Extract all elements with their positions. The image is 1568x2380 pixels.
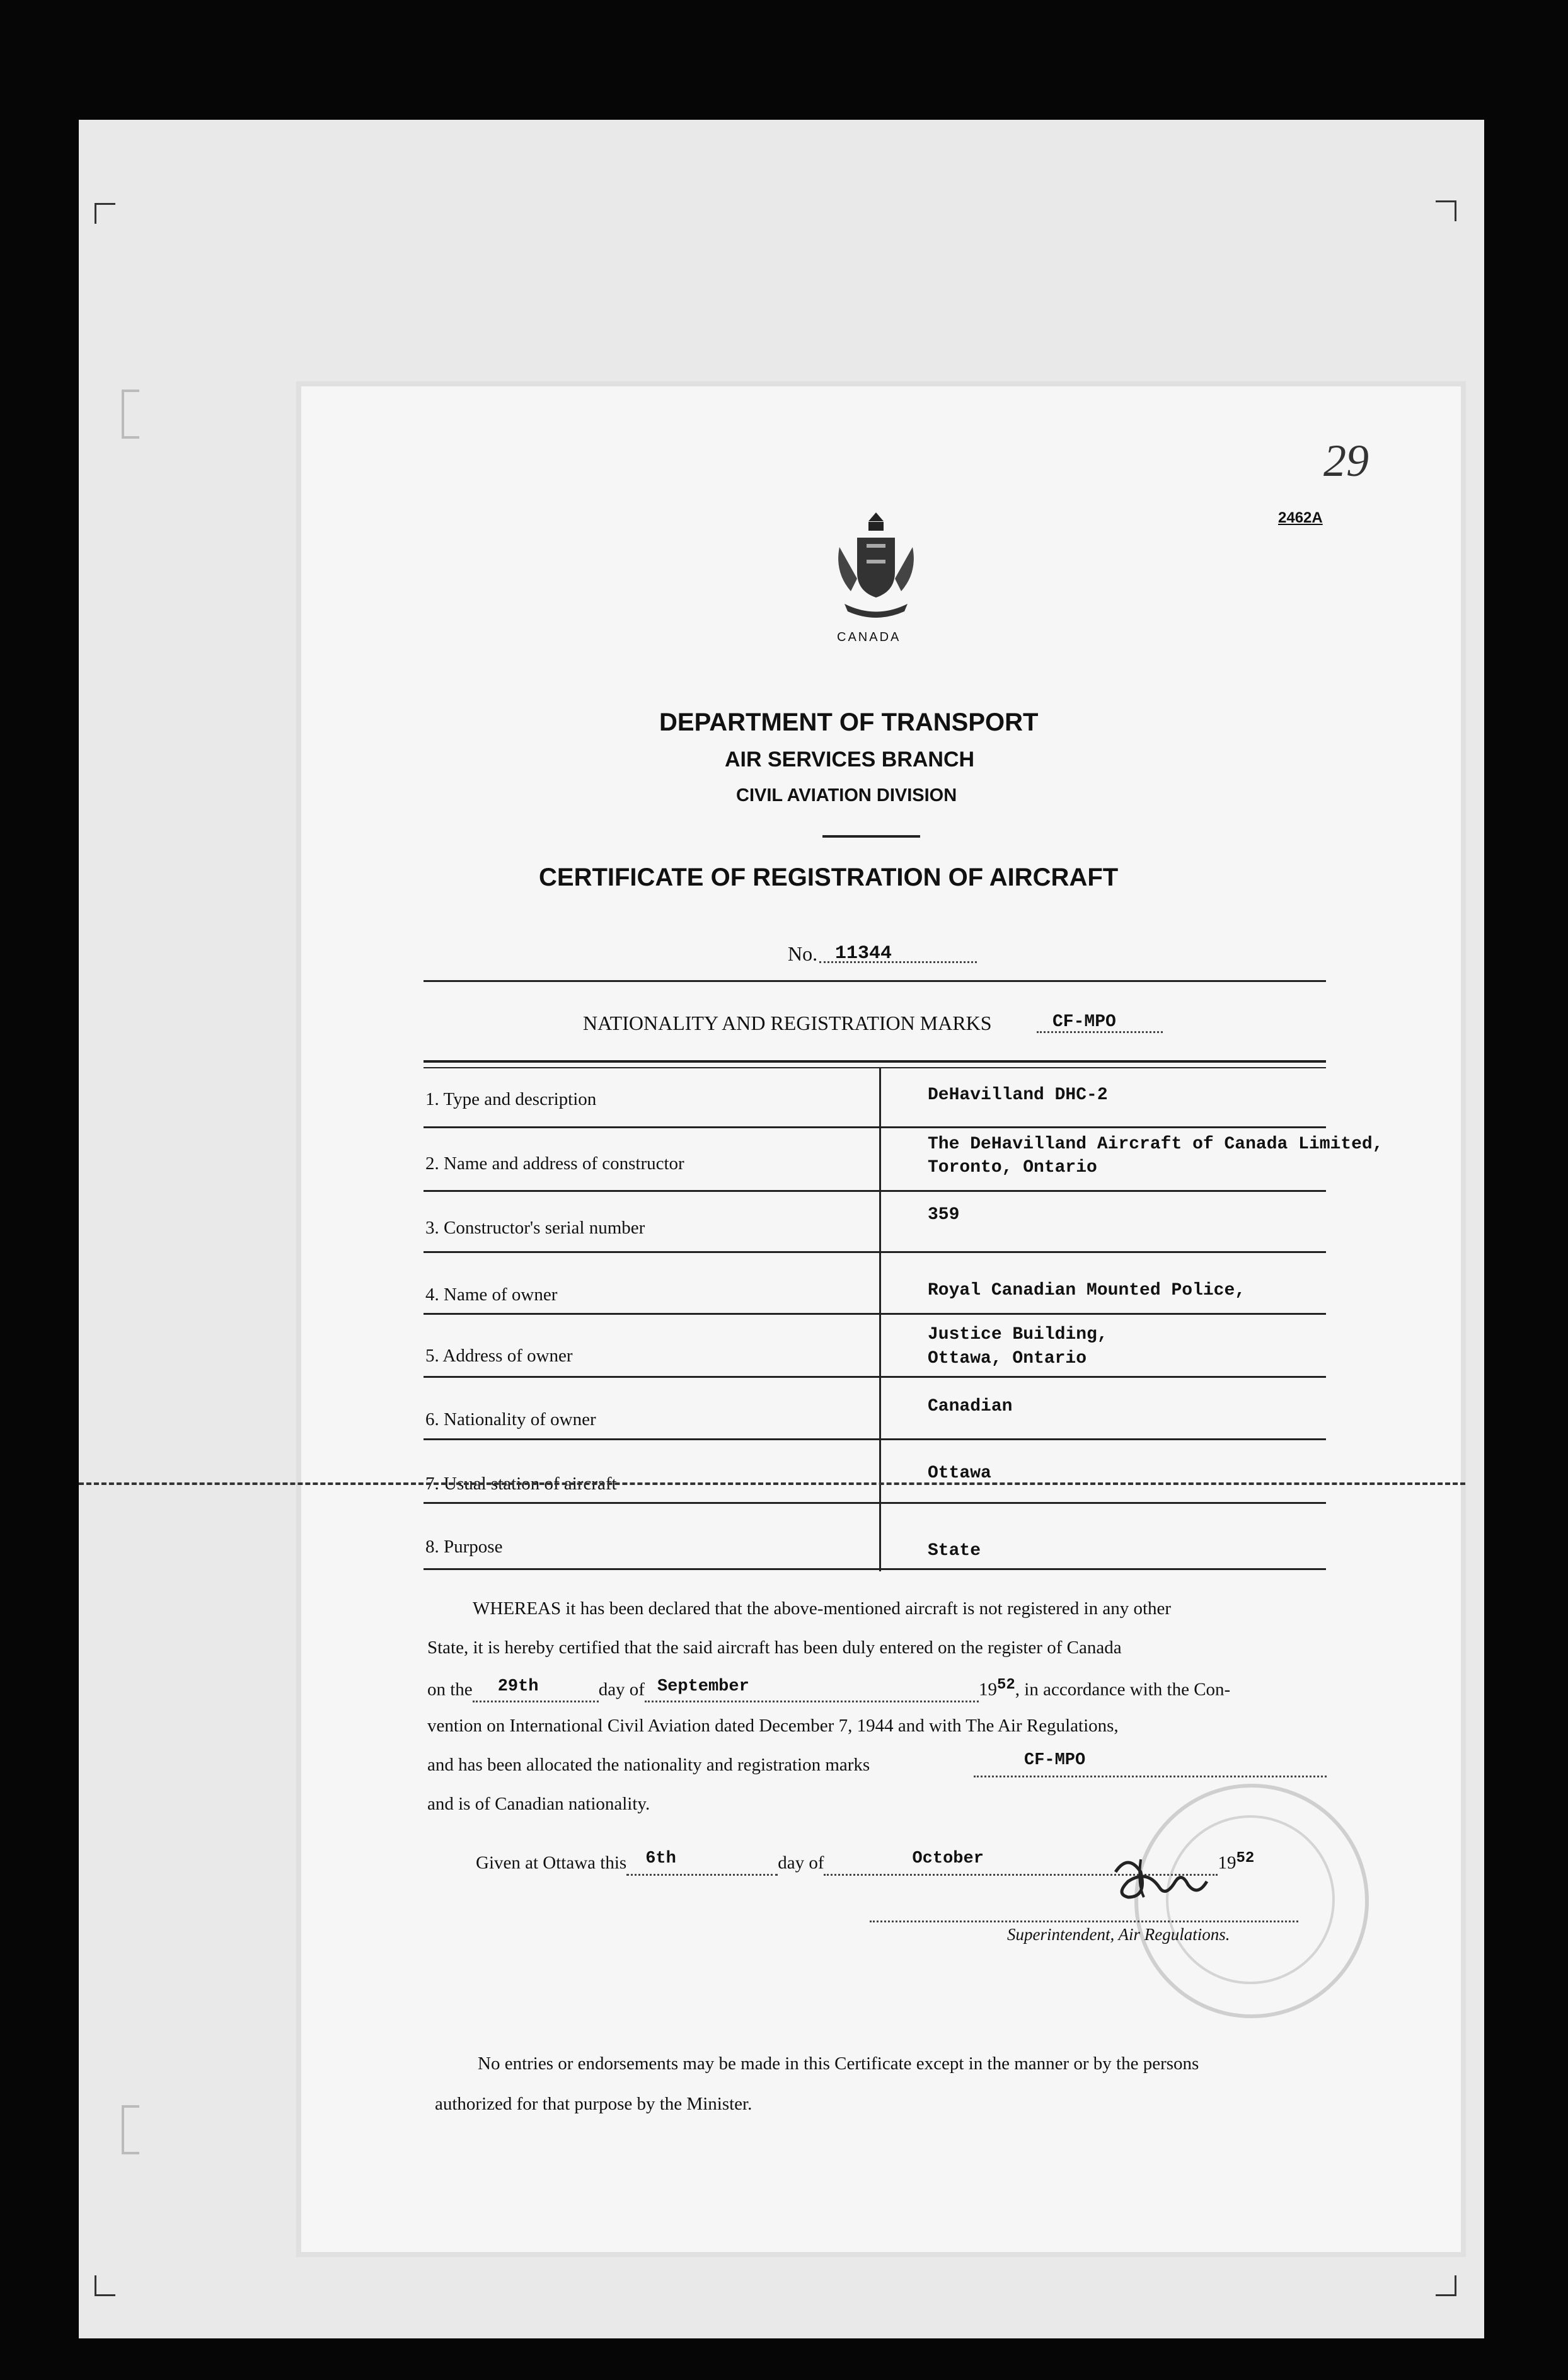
year-value: 52: [996, 1677, 1015, 1694]
year-prefix: 19: [978, 1679, 997, 1700]
footer-line-2: authorized for that purpose by the Minister.: [435, 2094, 752, 2114]
row-value: 359: [928, 1205, 960, 1225]
given-year-value: 52: [1236, 1850, 1255, 1867]
corner-mark: [95, 203, 115, 224]
row-value: Canadian: [928, 1397, 1013, 1416]
given-day-field: [626, 1849, 778, 1876]
row-value: Royal Canadian Mounted Police,: [928, 1281, 1246, 1300]
row-value: Justice Building,: [928, 1325, 1108, 1344]
row-rule: [424, 1438, 1326, 1440]
column-divider: [879, 1067, 881, 1571]
row-label: 7. Usual station of aircraft: [425, 1474, 617, 1494]
bracket-mark: [122, 2105, 139, 2154]
registration-marks: CF-MPO: [1052, 1012, 1116, 1032]
rule: [424, 1060, 1326, 1063]
row-value: DeHavilland DHC-2: [928, 1085, 1108, 1105]
month-field: [645, 1677, 979, 1702]
given-month-value: October: [912, 1849, 984, 1868]
given-text: day of: [778, 1852, 824, 1873]
given-text: Given at Ottawa this: [476, 1852, 627, 1873]
row-label: 3. Constructor's serial number: [425, 1218, 645, 1238]
dotted-leader: [974, 1776, 1327, 1777]
row-label: 1. Type and description: [425, 1089, 597, 1109]
division-title: CIVIL AVIATION DIVISION: [736, 785, 957, 806]
row-rule: [424, 1568, 1326, 1570]
body-line-1: [473, 1598, 1171, 1619]
bracket-mark: [122, 390, 139, 439]
row-label: 6. Nationality of owner: [425, 1409, 596, 1430]
body-line-6: and is of Canadian nationality.: [427, 1794, 650, 1814]
signature: [1103, 1853, 1292, 1910]
row-label: 5. Address of owner: [425, 1346, 573, 1366]
body-line-2: State, it is hereby certified that the said aircraft has been duly entered on the register of Canada: [427, 1638, 1122, 1658]
month-value: September: [657, 1677, 749, 1696]
row-rule: [424, 1190, 1326, 1192]
signature-title: Superintendent, Air Regulations.: [1007, 1925, 1230, 1944]
divider: [822, 835, 920, 838]
row-value: Ottawa: [928, 1464, 991, 1483]
row-rule: [424, 1126, 1326, 1128]
row-value: The DeHavilland Aircraft of Canada Limited,: [928, 1135, 1383, 1154]
nationality-label: NATIONALITY AND REGISTRATION MARKS: [583, 1012, 992, 1034]
day-value: 29th: [497, 1677, 539, 1696]
rule: [424, 980, 1326, 982]
row-value-line2: Ottawa, Ontario: [928, 1349, 1087, 1368]
row-value: State: [928, 1541, 981, 1561]
given-day-value: 6th: [645, 1849, 676, 1868]
footer-line-1: No entries or endorsements may be made in this Certificate except in the manner or by the persons: [478, 2054, 1199, 2074]
row-value-line2: Toronto, Ontario: [928, 1158, 1097, 1177]
row-rule: [424, 1251, 1326, 1253]
body-line-3: [427, 1677, 1230, 1702]
department-title: DEPARTMENT OF TRANSPORT: [659, 708, 1039, 736]
corner-mark: [1436, 200, 1456, 221]
cert-number: 11344: [835, 943, 892, 964]
crest-label: CANADA: [837, 630, 901, 644]
body-text: , in accordance with the Con-: [1015, 1679, 1231, 1700]
row-label: 4. Name of owner: [425, 1285, 558, 1305]
row-label: 8. Purpose: [425, 1537, 503, 1557]
body-text: on the: [427, 1679, 473, 1700]
rule: [424, 1067, 1326, 1068]
certificate-title: CERTIFICATE OF REGISTRATION OF AIRCRAFT: [539, 864, 1119, 891]
form-number: 2462A: [1278, 509, 1323, 526]
coat-of-arms-icon: [832, 509, 920, 623]
fold-line: [79, 1482, 1465, 1485]
given-year-prefix: 19: [1218, 1852, 1237, 1873]
cert-no-label: No.: [788, 942, 818, 965]
body-text: it has been declared that the above-mentioned aircraft is not registered in any other: [565, 1598, 1172, 1619]
marks-value: CF-MPO: [1024, 1751, 1086, 1770]
signature-line: [870, 1921, 1298, 1922]
row-rule: [424, 1313, 1326, 1315]
page-number: 29: [1323, 436, 1369, 486]
body-line-5: and has been allocated the nationality and registration marks: [427, 1755, 870, 1775]
body-line-4: vention on International Civil Aviation dated December 7, 1944 and with The Air Regulations,: [427, 1716, 1119, 1736]
day-field: [473, 1677, 599, 1702]
row-rule: [424, 1376, 1326, 1378]
whereas-word: WHEREAS: [473, 1598, 562, 1619]
row-label: 2. Name and address of constructor: [425, 1153, 684, 1174]
corner-mark: [1436, 2275, 1456, 2296]
body-text: day of: [598, 1679, 645, 1700]
row-rule: [424, 1502, 1326, 1504]
branch-title: AIR SERVICES BRANCH: [725, 748, 975, 771]
corner-mark: [95, 2275, 115, 2296]
